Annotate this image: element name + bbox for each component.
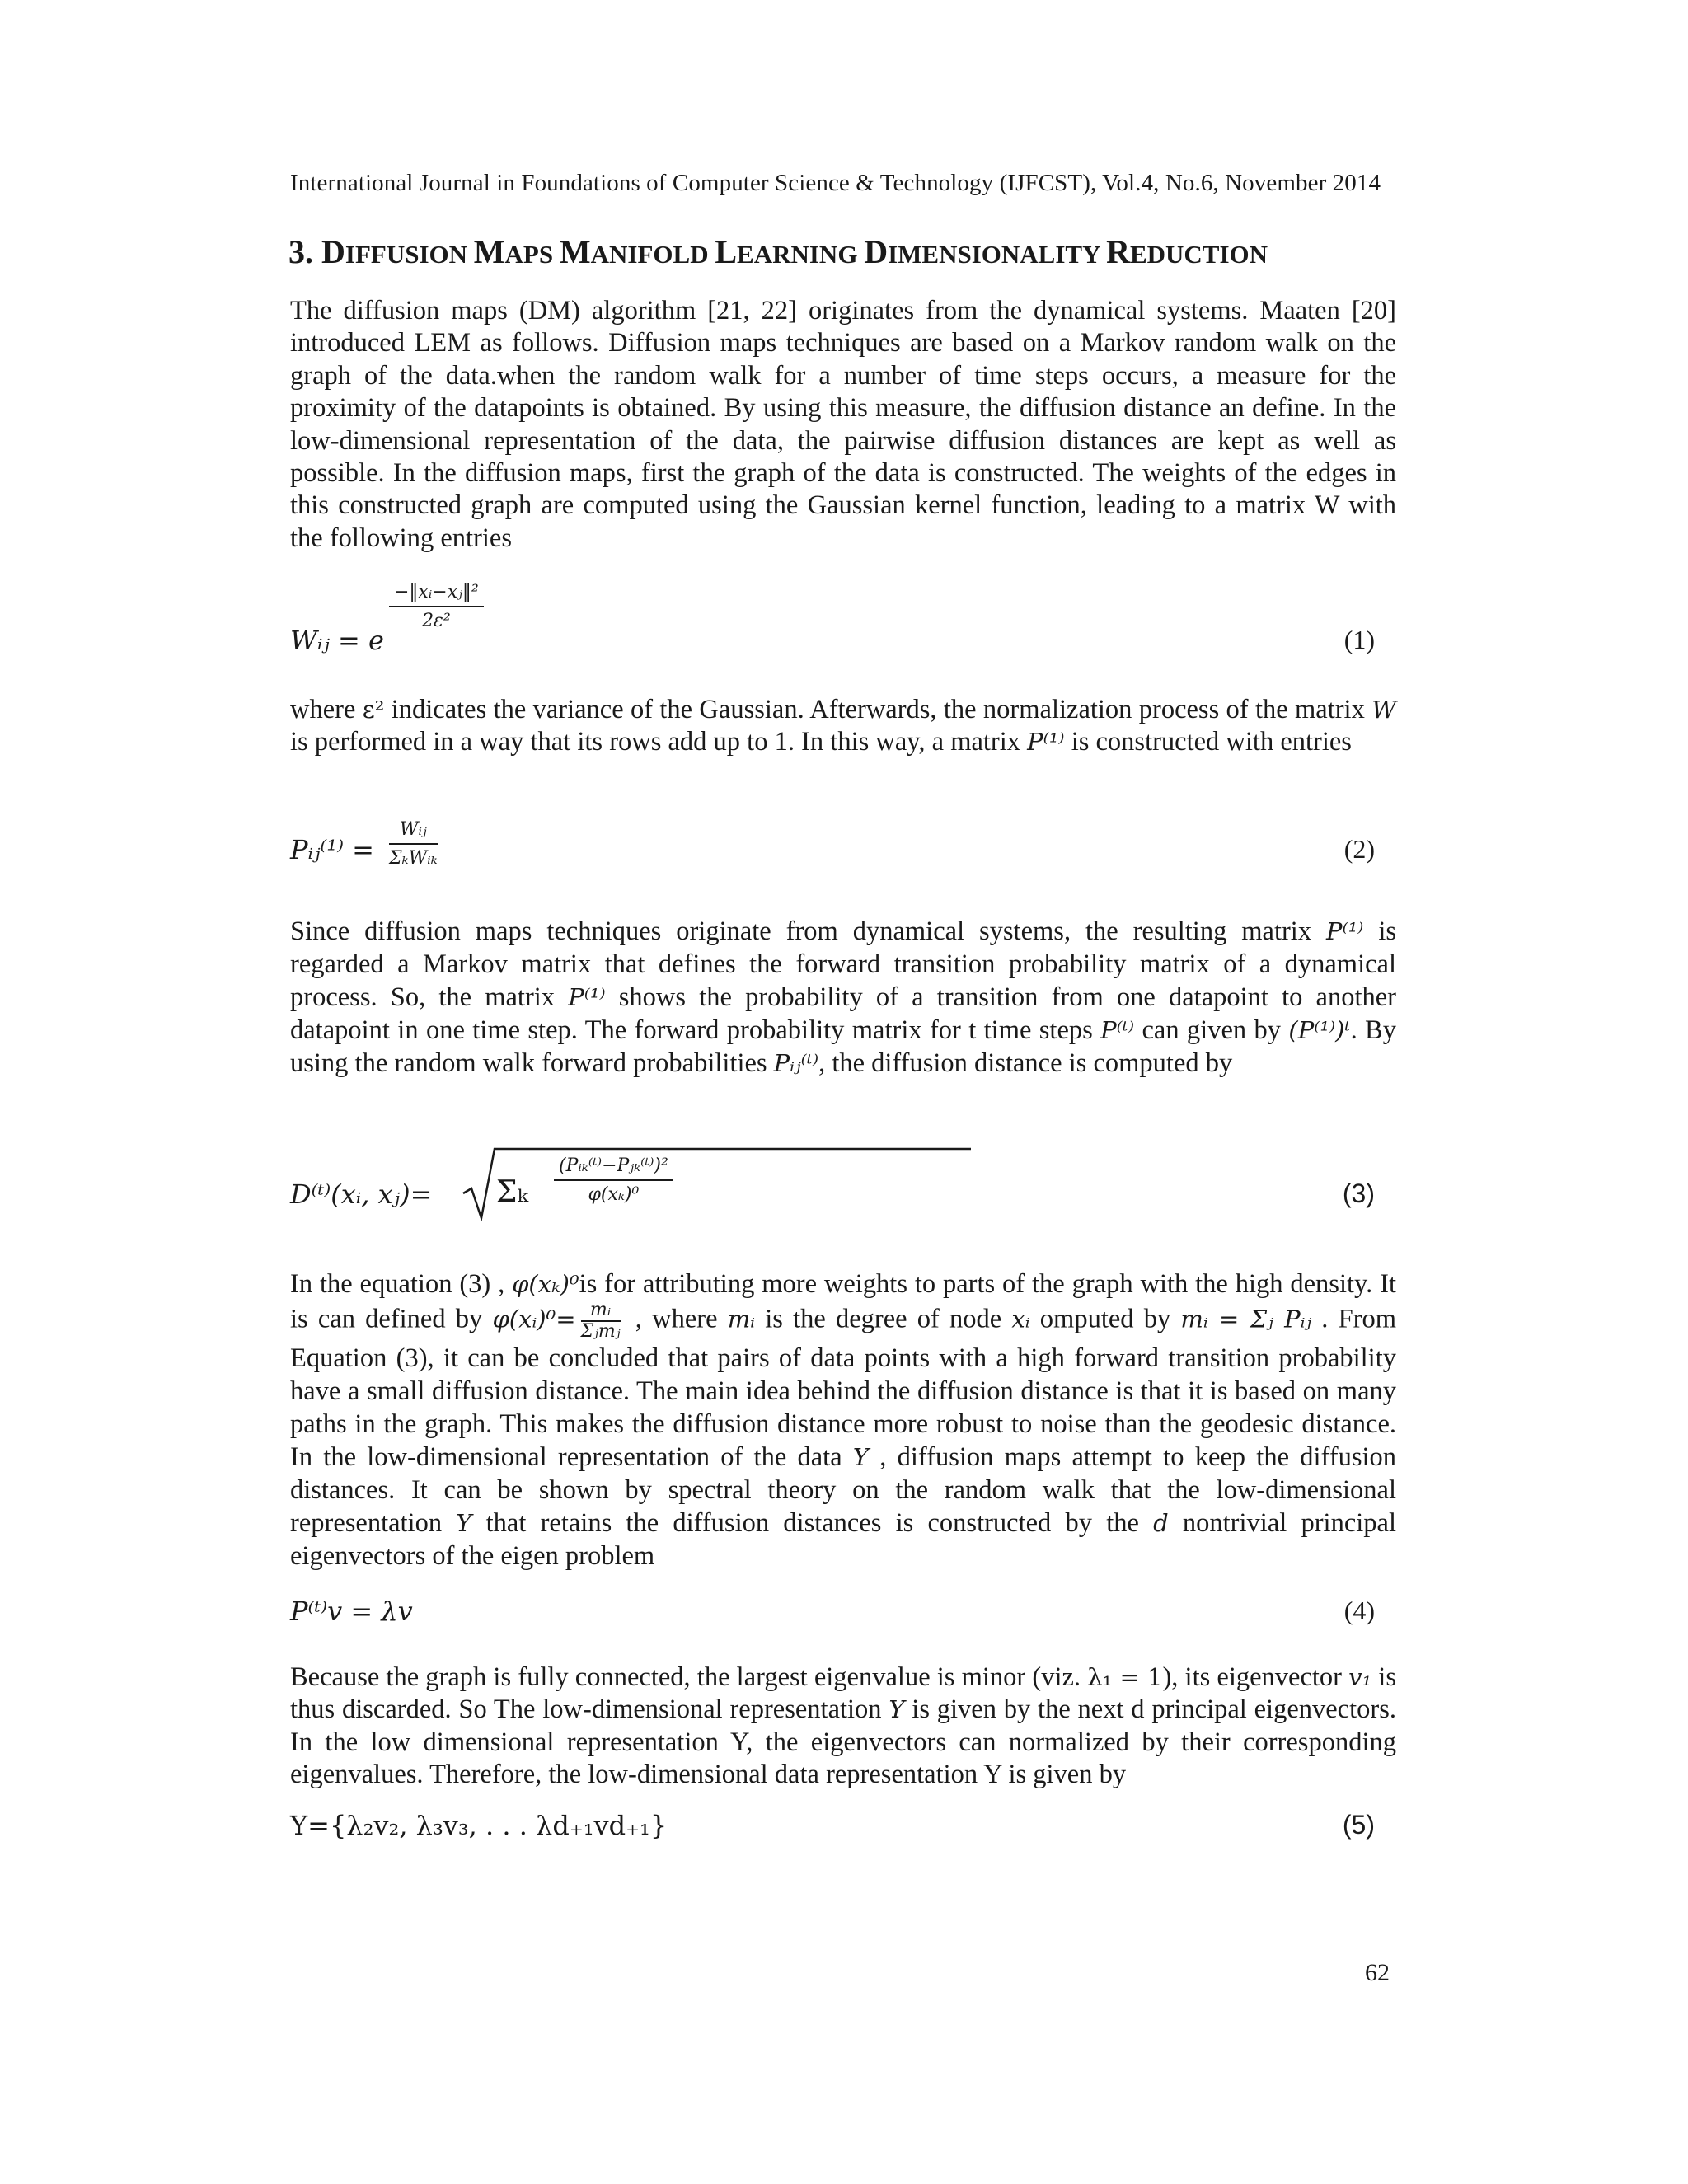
equation-4 — [290, 1596, 1395, 1637]
matrix-p1-inline: P⁽¹⁾ — [1326, 917, 1364, 945]
representation-y: Y — [852, 1443, 870, 1471]
matrix-p1-power-t: (P⁽¹⁾)ᵗ — [1288, 1016, 1351, 1044]
eq3-sqrt-symbol — [462, 1146, 973, 1221]
equation-3 — [290, 1146, 1395, 1228]
eq3-lhs: D⁽ᵗ⁾(xᵢ, xⱼ)= — [290, 1179, 433, 1210]
title-word-2: MAPS — [473, 233, 560, 270]
eq1-exponent-fraction — [389, 582, 484, 631]
eq3-sum: Σₖ — [496, 1175, 528, 1209]
eq2-number: (2) — [1343, 834, 1375, 864]
paragraph-1 — [290, 295, 1396, 555]
title-word-1: DIFFUSION — [321, 233, 474, 270]
matrix-p1: P⁽¹⁾ — [1027, 728, 1065, 757]
paragraph-5-text: Because the graph is fully connected, the largest eigenvalue is minor (viz. λ₁ = 1), its eigenvector v₁ is thus discarded. So The low-dimensional representation Y is given by the next d principal eigenvectors. In the low dimensional representation Y, the eigenvectors can normalized by their corresponding eigenvalues. Therefore, the low-dimensional data representation Y is given by — [290, 1662, 1396, 1790]
eq2-lhs: Pᵢⱼ⁽¹⁾ = — [290, 834, 374, 865]
eq3-denominator: φ(xₖ)⁰ — [588, 1184, 640, 1205]
mi-frac-denominator: Σⱼmⱼ — [580, 1321, 621, 1342]
eq4-number: (4) — [1343, 1596, 1375, 1625]
eq1-exp-numerator: −‖xᵢ−xⱼ‖² — [394, 582, 479, 602]
eq1-exp-denominator: 2ɛ² — [422, 611, 451, 631]
title-word-5: DIMENSIONALITY — [864, 233, 1107, 270]
eq2-denominator: ΣₖWᵢₖ — [389, 848, 438, 869]
eq3-numerator: (Pᵢₖ⁽ᵗ⁾−Pⱼₖ⁽ᵗ⁾)² — [559, 1155, 668, 1176]
lambda-1: λ₁ = 1 — [1087, 1663, 1163, 1691]
forward-probability-pij-t: Pᵢⱼ⁽ᵗ⁾ — [773, 1049, 819, 1077]
equation-2 — [290, 818, 1395, 892]
paragraph-2 — [290, 694, 1396, 759]
matrix-p1-inline-2: P⁽¹⁾ — [568, 983, 606, 1011]
title-word-3: MANIFOLD — [559, 233, 715, 270]
epsilon-squared: ɛ² — [362, 696, 385, 724]
eq3-number: (3) — [1342, 1179, 1375, 1208]
mi-frac-numerator: mᵢ — [581, 1301, 621, 1322]
title-word-4: LEARNING — [715, 233, 865, 270]
degree-mi: mᵢ — [727, 1305, 756, 1333]
paragraph-4-text: In the equation (3) , φ(xₖ)⁰is for attributing more weights to parts of the graph with the high density. It is can defined by φ(xᵢ)⁰= mᵢ Σⱼmⱼ , where mᵢ is the degree of node xᵢ omputed by mᵢ = Σⱼ Pᵢⱼ . From Equation (3), it can be concluded that pairs of data points with a high forward transition probability have a small diffusion distance. The main idea behind the diffusion distance is that it is based on many paths in the graph. This makes the diffusion distance more robust to noise than the geodesic distance. In the low-dimensional representation of the data Y , diffusion maps attempt to keep the diffusion distances. It can be shown by spectral theory on the random walk that the low-dimensional representation Y that retains the diffusion distances is constructed by the d nontrivial principal eigenvectors of the eigen problem — [290, 1269, 1397, 1571]
eq2-numerator: Wᵢⱼ — [399, 819, 427, 840]
eq3-fraction — [554, 1155, 673, 1205]
eq5-number: (5) — [1342, 1810, 1375, 1840]
eq1-number: (1) — [1343, 625, 1375, 654]
representation-y-3: Y — [889, 1695, 905, 1724]
section-title — [288, 232, 1393, 271]
matrix-w: W — [1372, 696, 1396, 724]
equation-5 — [290, 1810, 1395, 1851]
section-number: 3. — [288, 233, 321, 270]
matrix-pt: P⁽ᵗ⁾ — [1100, 1016, 1135, 1044]
page-number: 62 — [1365, 1959, 1390, 1986]
phi-xi-0: φ(xᵢ)⁰= — [492, 1305, 576, 1333]
representation-y-2: Y — [456, 1509, 472, 1537]
title-word-6: REDUCTION — [1106, 233, 1268, 270]
paragraph-4 — [290, 1268, 1396, 1572]
paragraph-2-text: where ɛ² indicates the variance of the Gaussian. Afterwards, the normalization process of the matrix W is performed in a way that its rows add up to 1. In this way, a matrix P⁽¹⁾ is constructed with entries — [290, 695, 1396, 757]
mi-fraction — [581, 1301, 621, 1342]
node-xi: xᵢ — [1011, 1305, 1030, 1333]
paragraph-3 — [290, 915, 1396, 1080]
dimension-d: d — [1153, 1509, 1169, 1537]
mi-definition: mᵢ = Σⱼ Pᵢⱼ — [1180, 1305, 1312, 1333]
journal-header: International Journal in Foundations of Computer Science & Technology (IJFCST), Vol.4, No.6, November 2014 — [290, 170, 1381, 196]
paragraph-5 — [290, 1661, 1396, 1792]
paragraph-3-text: Since diffusion maps techniques originate from dynamical systems, the resulting matrix P⁽¹⁾ is regarded a Markov matrix that defines the forward transition probability matrix of a dynamical process. So, the matrix P⁽¹⁾ shows the probability of a transition from one datapoint to another datapoint in one time step. The forward probability matrix for t time steps P⁽ᵗ⁾ can given by (P⁽¹⁾)ᵗ. By using the random walk forward probabilities Pᵢⱼ⁽ᵗ⁾, the diffusion distance is computed by — [290, 916, 1396, 1078]
eq2-fraction — [389, 819, 438, 869]
paragraph-1-text: The diffusion maps (DM) algorithm [21, 22] originates from the dynamical systems. Maaten [20] introduced LEM as follows. Diffusion maps techniques are based on a Markov random walk on the graph of the data.when the random walk for a number of time steps occurs, a measure for the proximity of the datapoints is obtained. By using this measure, the diffusion distance an define. In the low-dimensional representation of the data, the pairwise diffusion distances are kept as well as possible. In the diffusion maps, first the graph of the data is constructed. The weights of the edges in this constructed graph are computed using the Gaussian kernel function, leading to a matrix W with the following entries — [290, 296, 1396, 553]
phi-xk-0: φ(xₖ)⁰ — [512, 1270, 579, 1298]
eigenvector-v1: v₁ — [1348, 1663, 1372, 1691]
eq1-lhs: Wᵢⱼ = e — [290, 625, 384, 656]
equation-1 — [290, 577, 1395, 656]
eq5-text: Y={λ₂v₂, λ₃v₃, . . . λd₊₁vd₊₁} — [290, 1810, 668, 1841]
eq4-text: P⁽ᵗ⁾v = λv — [290, 1596, 413, 1627]
